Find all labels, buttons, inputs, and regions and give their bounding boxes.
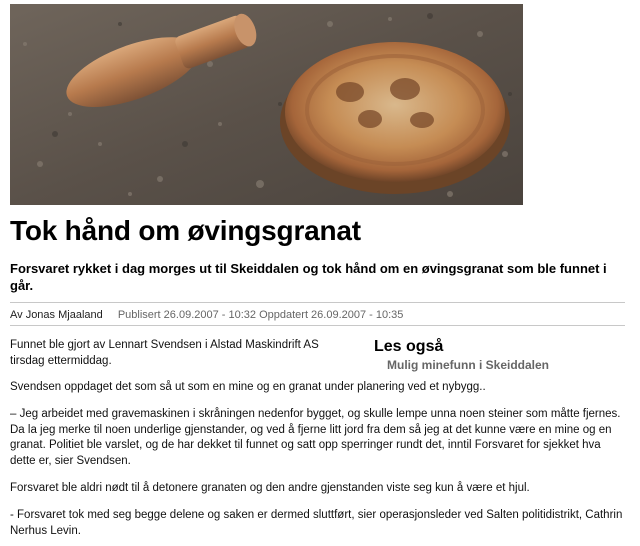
article-photo	[10, 4, 523, 205]
article-paragraph: – Jeg arbeidet med gravemaskinen i skråningen nedenfor bygget, og skulle lempe unna noen steiner som måtte fjernes. Da la jeg merke til noen underlige gjenstander, og ved å fjerne litt jord fra dem så jeg at det kunne være en mine og en granat. Politiet ble varslet, og de har dekket til funnet og satt opp sperringer rundt det, inntil Forsvaret for sjekket hva dette er, sier Svendsen.	[10, 408, 621, 467]
article-paragraph: - Forsvaret tok med seg begge delene og saken er dermed sluttført, sier operasjonsleder ved Salten politidistrikt, Cathrin Nerhus Levin.	[10, 509, 623, 537]
article-headline: Tok hånd om øvingsgranat	[10, 215, 361, 246]
related-box	[374, 338, 549, 372]
byline-bottom-divider	[10, 325, 625, 326]
author[interactable]: Av Jonas Mjaaland	[10, 309, 103, 321]
article-paragraph: Funnet ble gjort av Lennart Svendsen i Alstad Maskindrift AS tirsdag ettermiddag.	[10, 339, 319, 367]
publish-dates: Publisert 26.09.2007 - 10:32 Oppdatert 26.09.2007 - 10:35	[117, 309, 404, 321]
byline-top-divider	[10, 302, 625, 303]
article-paragraph: Svendsen oppdaget det som så ut som en mine og en granat under planering ved et nybygg..	[10, 381, 486, 393]
article-paragraph: Forsvaret ble aldri nødt til å detonere granaten og den andre gjenstanden viste seg kun å være et hjul.	[10, 482, 530, 494]
related-article-link[interactable]: Mulig minefunn i Skeiddalen	[387, 358, 550, 372]
related-title: Les også	[374, 338, 444, 355]
byline	[10, 309, 403, 321]
article-lead: Forsvaret rykket i dag morges ut til Skeiddalen og tok hånd om en øvingsgranat som ble funnet i går.	[10, 261, 607, 293]
